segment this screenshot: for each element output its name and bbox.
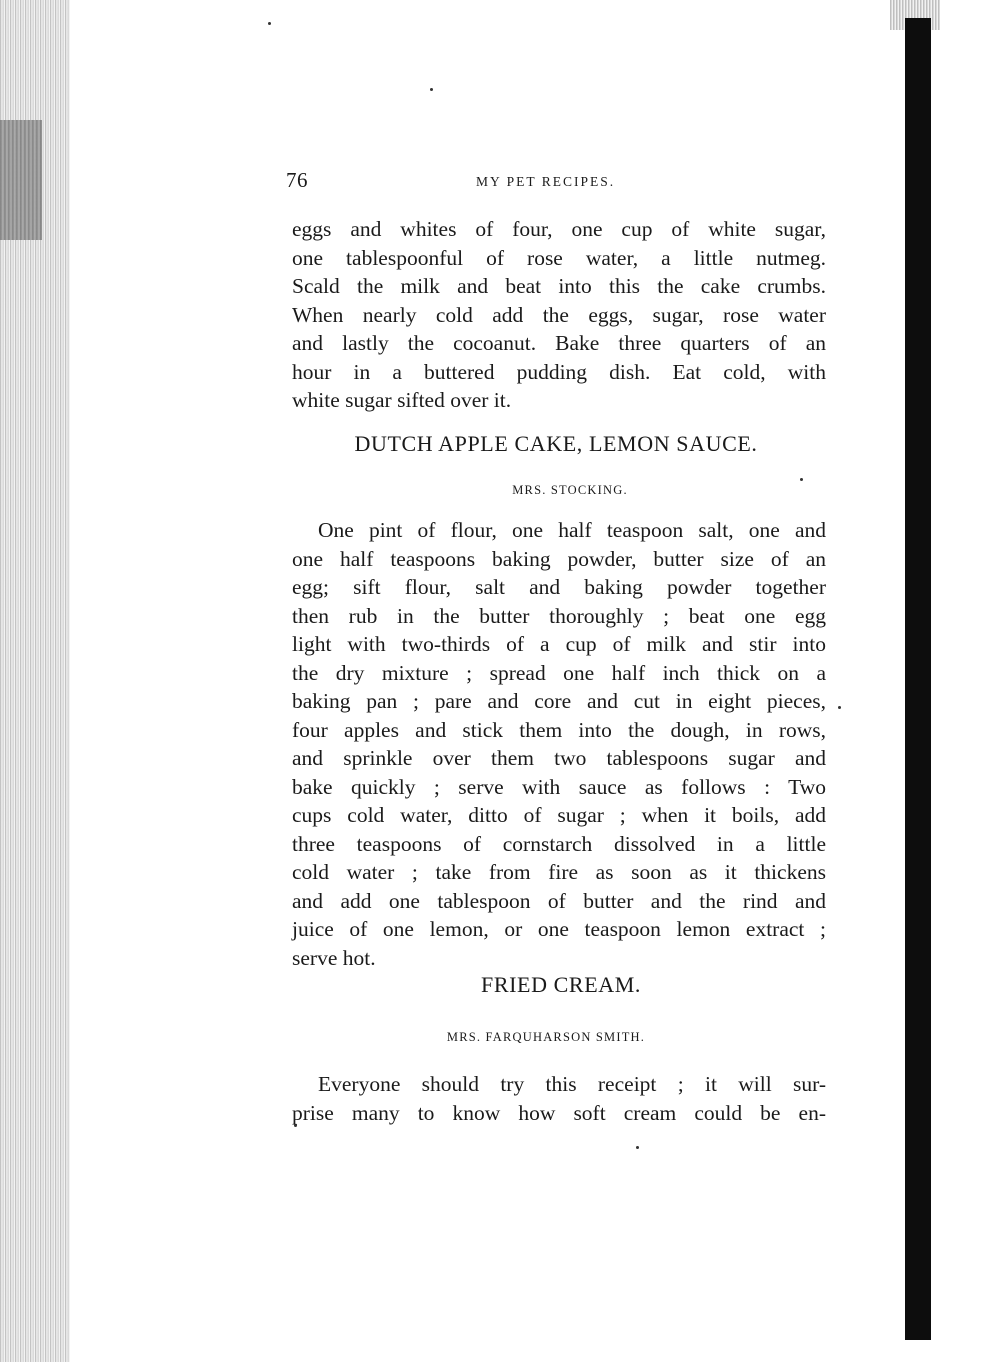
text-line: and add one tablespoon of butter and the rind and <box>292 888 826 913</box>
text-line: When nearly cold add the eggs, sugar, rose water <box>292 302 826 327</box>
text-line: light with two-thirds of a cup of milk and stir into <box>292 632 826 656</box>
text-line: egg; sift flour, salt and baking powder together <box>292 575 826 599</box>
fried-cream-text <box>292 1070 826 1127</box>
text-line: Everyone should try this receipt ; it will sur- <box>318 1072 826 1096</box>
text-line: cups cold water, ditto of sugar ; when it boils, add <box>292 803 826 827</box>
scan-dark-block <box>0 120 42 240</box>
text-line: Scald the milk and beat into this the cake crumbs. <box>292 274 826 298</box>
scan-speck <box>800 478 803 481</box>
dutch-apple-cake-text <box>292 516 826 972</box>
text-line: then rub in the butter thoroughly ; beat one egg <box>292 603 826 628</box>
text-line: juice of one lemon, or one teaspoon lemon extract ; <box>292 917 826 941</box>
running-head: MY PET RECIPES. <box>476 174 616 189</box>
recipe-author: MRS. FARQUHARSON SMITH. <box>446 1030 646 1044</box>
text-line: and sprinkle over them two tablespoons sugar and <box>292 746 826 770</box>
scan-speck <box>268 22 271 25</box>
text-line: and lastly the cocoanut. Bake three quarters of an <box>292 331 826 355</box>
text-line: white sugar sifted over it. <box>292 388 512 412</box>
text-line: one half teaspoons baking powder, butter size of an <box>292 546 826 571</box>
scan-speck <box>838 706 841 709</box>
text-line: bake quickly ; serve with sauce as follows : Two <box>292 774 826 799</box>
scan-edge-right <box>905 18 931 1340</box>
text-line: One pint of flour, one half teaspoon salt, one and <box>318 518 826 542</box>
text-line: four apples and stick them into the dough, in rows, <box>292 717 826 742</box>
text-line: prise many to know how soft cream could be en- <box>292 1100 826 1125</box>
text-line: baking pan ; pare and core and cut in eight pieces, <box>292 689 826 713</box>
recipe-title: DUTCH APPLE CAKE, LEMON SAUCE. <box>354 431 758 456</box>
text-line: the dry mixture ; spread one half inch thick on a <box>292 660 826 685</box>
text-line: serve hot. <box>292 945 376 970</box>
page-number: 76 <box>286 168 308 192</box>
scan-speck <box>430 88 433 91</box>
text-line: eggs and whites of four, one cup of white sugar, <box>292 217 826 241</box>
continued-recipe-text <box>292 215 826 415</box>
recipe-author: MRS. STOCKING. <box>512 483 628 497</box>
scan-speck <box>636 1146 639 1149</box>
text-line: cold water ; take from fire as soon as it thickens <box>292 860 826 884</box>
recipe-title: FRIED CREAM. <box>481 972 641 997</box>
page-header <box>286 168 826 198</box>
text-line: one tablespoonful of rose water, a little nutmeg. <box>292 245 826 270</box>
text-line: three teaspoons of cornstarch dissolved in a little <box>292 831 826 856</box>
scan-edge-left <box>0 0 70 1362</box>
text-line: hour in a buttered pudding dish. Eat cold, with <box>292 359 826 384</box>
